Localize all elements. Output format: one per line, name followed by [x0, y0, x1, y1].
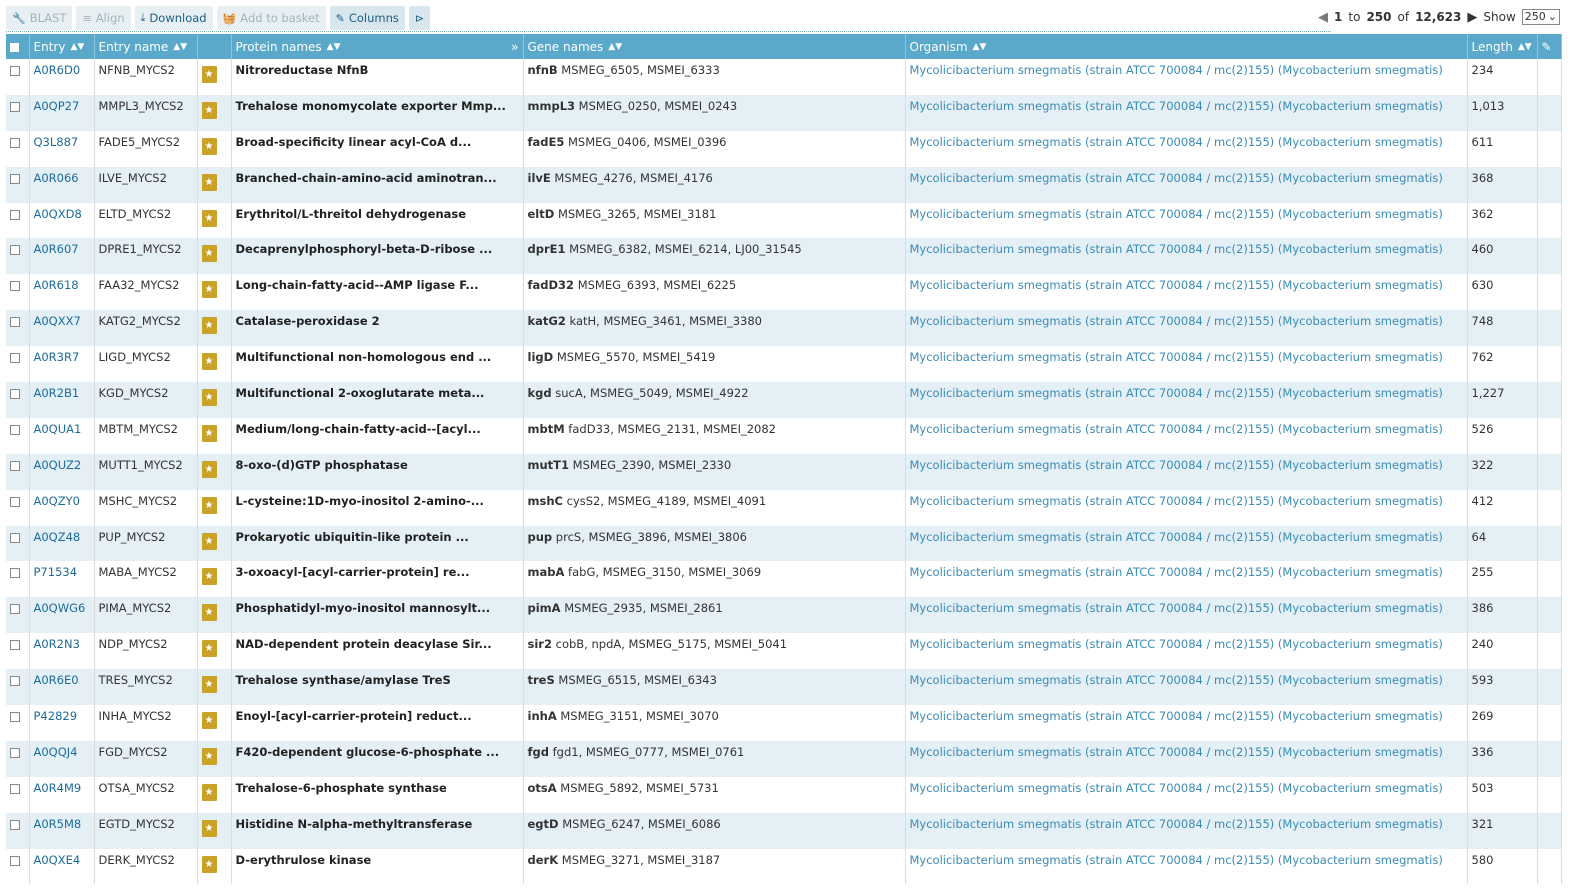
protein-name: Erythritol/L-threitol dehydrogenase: [231, 203, 523, 239]
row-checkbox[interactable]: [6, 741, 29, 777]
next-page-icon[interactable]: ▶: [1467, 9, 1478, 25]
table-row[interactable]: [6, 813, 1561, 849]
row-checkbox[interactable]: [6, 167, 29, 203]
column-header-entry-name[interactable]: Entry name ▲▼: [94, 34, 197, 59]
blast-button[interactable]: 🔧 BLAST: [6, 6, 72, 30]
table-row[interactable]: [6, 490, 1561, 526]
results-table: [6, 34, 1562, 884]
row-checkbox[interactable]: [6, 597, 29, 633]
entry-name: INHA_MYCS2: [94, 705, 197, 741]
share-icon: ⊳: [414, 11, 425, 25]
gene-names: kgd sucA, MSMEG_5049, MSMEI_4922: [523, 382, 905, 418]
table-row[interactable]: [6, 454, 1561, 490]
row-end-cell: [1537, 310, 1561, 346]
organism-link[interactable]: Mycolicibacterium smegmatis (strain ATCC 700084 / mc(2)155) (Mycobacterium smegmatis): [909, 63, 1443, 77]
gene-names: inhA MSMEG_3151, MSMEI_3070: [523, 705, 905, 741]
organism-link[interactable]: Mycolicibacterium smegmatis (strain ATCC 700084 / mc(2)155) (Mycobacterium smegmatis): [909, 744, 1443, 759]
row-checkbox[interactable]: [6, 633, 29, 669]
gene-names: katG2 katH, MSMEG_3461, MSMEI_3380: [523, 310, 905, 346]
table-header-row: [6, 34, 1561, 59]
gene-names: treS MSMEG_6515, MSMEI_6343: [523, 669, 905, 705]
protein-name: NAD-dependent protein deacylase Sir...: [231, 633, 523, 669]
reviewed-star-icon: ★: [202, 210, 217, 227]
row-checkbox[interactable]: [6, 131, 29, 167]
entry-link[interactable]: A0QXE4: [33, 852, 81, 867]
sort-icon[interactable]: ▲▼: [972, 42, 987, 52]
gene-names: dprE1 MSMEG_6382, MSMEI_6214, LJ00_31545: [523, 238, 905, 274]
row-checkbox[interactable]: [6, 669, 29, 705]
gene-names: fadD32 MSMEG_6393, MSMEI_6225: [523, 274, 905, 310]
organism-link[interactable]: Mycolicibacterium smegmatis (strain ATCC 700084 / mc(2)155) (Mycobacterium smegmatis): [909, 529, 1443, 544]
gene-names: otsA MSMEG_5892, MSMEI_5731: [523, 777, 905, 813]
organism-link[interactable]: Mycolicibacterium smegmatis (strain ATCC 700084 / mc(2)155) (Mycobacterium smegmatis): [909, 637, 1443, 652]
protein-name: Trehalose monomycolate exporter Mmp...: [231, 95, 523, 131]
row-checkbox[interactable]: [6, 705, 29, 741]
reviewed-star-icon: ★: [202, 138, 217, 155]
length-value: 503: [1467, 777, 1537, 813]
row-checkbox[interactable]: [6, 454, 29, 490]
length-value: 526: [1467, 418, 1537, 454]
gene-names: pup prcS, MSMEG_3896, MSMEI_3806: [523, 526, 905, 562]
gene-names: fadE5 MSMEG_0406, MSMEI_0396: [523, 131, 905, 167]
protein-name: Broad-specificity linear acyl-CoA d...: [231, 131, 523, 167]
entry-name: DPRE1_MYCS2: [94, 238, 197, 274]
gene-names: mbtM fadD33, MSMEG_2131, MSMEI_2082: [523, 418, 905, 454]
row-end-cell: [1537, 131, 1561, 167]
length-value: 336: [1467, 741, 1537, 777]
reviewed-star-icon: ★: [202, 353, 217, 370]
row-checkbox[interactable]: [6, 95, 29, 131]
length-value: 255: [1467, 561, 1537, 597]
entry-name: ELTD_MYCS2: [94, 203, 197, 239]
row-end-cell: [1537, 705, 1561, 741]
sort-icon[interactable]: ▲▼: [70, 42, 85, 52]
reviewed-star-icon: ★: [202, 174, 217, 191]
table-row[interactable]: [6, 95, 1561, 131]
organism-link[interactable]: Mycolicibacterium smegmatis (strain ATCC 700084 / mc(2)155) (Mycobacterium smegmatis): [909, 673, 1443, 688]
download-button[interactable]: ⤓ Download: [135, 6, 213, 30]
table-row[interactable]: [6, 274, 1561, 310]
reviewed-star-icon: ★: [202, 102, 217, 119]
reviewed-star-icon: ★: [202, 533, 217, 550]
entry-link[interactable]: A0QXD8: [33, 206, 82, 221]
sort-icon[interactable]: ▲▼: [173, 42, 188, 52]
protein-name: Long-chain-fatty-acid--AMP ligase F...: [231, 274, 523, 310]
row-end-cell: [1537, 777, 1561, 813]
row-end-cell: [1537, 849, 1561, 885]
blast-icon: 🔧: [12, 11, 26, 25]
entry-link[interactable]: A0R6E0: [33, 673, 79, 688]
row-end-cell: [1537, 95, 1561, 131]
protein-name: L-cysteine:1D-myo-inositol 2-amino-...: [231, 490, 523, 526]
entry-name: LIGD_MYCS2: [94, 346, 197, 382]
row-checkbox[interactable]: [6, 526, 29, 562]
table-row[interactable]: [6, 203, 1561, 239]
reviewed-star-icon: ★: [202, 748, 217, 765]
table-row[interactable]: [6, 167, 1561, 203]
organism-link[interactable]: Mycolicibacterium smegmatis (strain ATCC 700084 / mc(2)155) (Mycobacterium smegmatis): [909, 852, 1443, 867]
entry-link[interactable]: A0R066: [33, 170, 79, 185]
reviewed-star-icon: ★: [202, 461, 217, 478]
gene-names: egtD MSMEG_6247, MSMEI_6086: [523, 813, 905, 849]
gene-names: derK MSMEG_3271, MSMEI_3187: [523, 849, 905, 885]
row-end-cell: [1537, 382, 1561, 418]
length-value: 362: [1467, 203, 1537, 239]
entry-name: MSHC_MYCS2: [94, 490, 197, 526]
total-count: 12,623: [1415, 10, 1462, 24]
entry-link[interactable]: A0QP27: [33, 98, 80, 113]
column-header-protein-names[interactable]: Protein names ▲▼ »: [231, 34, 523, 59]
entry-link[interactable]: A0QUA1: [33, 421, 82, 436]
reviewed-star-icon: ★: [202, 820, 217, 837]
entry-name: KGD_MYCS2: [94, 382, 197, 418]
range-to: 250: [1366, 10, 1392, 24]
divider: [6, 31, 1331, 32]
table-row[interactable]: [6, 633, 1561, 669]
table-row[interactable]: [6, 59, 1561, 95]
entry-link[interactable]: A0R4M9: [33, 780, 82, 795]
protein-name: Histidine N-alpha-methyltransferase: [231, 813, 523, 849]
entry-link[interactable]: A0R2B1: [33, 386, 80, 401]
organism-link[interactable]: Mycolicibacterium smegmatis (strain ATCC 700084 / mc(2)155) (Mycobacterium smegmatis): [909, 601, 1443, 616]
gene-names: eltD MSMEG_3265, MSMEI_3181: [523, 203, 905, 239]
entry-link[interactable]: Q3L887: [33, 134, 79, 149]
row-checkbox[interactable]: [6, 490, 29, 526]
show-label: Show: [1483, 10, 1516, 24]
protein-name: Decaprenylphosphoryl-beta-D-ribose ...: [231, 238, 523, 274]
reviewed-star-icon: ★: [202, 66, 217, 83]
row-end-cell: [1537, 203, 1561, 239]
length-value: 321: [1467, 813, 1537, 849]
protein-name: Trehalose synthase/amylase TreS: [231, 669, 523, 705]
organism-link[interactable]: Mycolicibacterium smegmatis (strain ATCC 700084 / mc(2)155) (Mycobacterium smegmatis): [909, 350, 1443, 365]
protein-name: Prokaryotic ubiquitin-like protein ...: [231, 526, 523, 562]
reviewed-star-icon: ★: [202, 568, 217, 585]
table-row[interactable]: [6, 777, 1561, 813]
entry-name: MMPL3_MYCS2: [94, 95, 197, 131]
entry-link[interactable]: A0QXX7: [33, 314, 81, 329]
pagination: [1318, 6, 1560, 28]
entry-name: TRES_MYCS2: [94, 669, 197, 705]
protein-name: Trehalose-6-phosphate synthase: [231, 777, 523, 813]
table-row[interactable]: [6, 849, 1561, 885]
length-value: 1,013: [1467, 95, 1537, 131]
organism-link[interactable]: Mycolicibacterium smegmatis (strain ATCC 700084 / mc(2)155) (Mycobacterium smegmatis): [909, 457, 1443, 472]
row-end-cell: [1537, 526, 1561, 562]
reviewed-star-icon: ★: [202, 712, 217, 729]
entry-name: OTSA_MYCS2: [94, 777, 197, 813]
table-row[interactable]: [6, 346, 1561, 382]
protein-name: 8-oxo-(d)GTP phosphatase: [231, 454, 523, 490]
reviewed-star-icon: ★: [202, 640, 217, 657]
entry-link[interactable]: P42829: [33, 709, 78, 724]
gene-names: sir2 cobB, npdA, MSMEG_5175, MSMEI_5041: [523, 633, 905, 669]
range-of-label: of: [1397, 10, 1410, 24]
range-from: 1: [1334, 10, 1343, 24]
row-checkbox[interactable]: [6, 561, 29, 597]
row-checkbox[interactable]: [6, 274, 29, 310]
length-value: 386: [1467, 597, 1537, 633]
entry-name: PIMA_MYCS2: [94, 597, 197, 633]
row-end-cell: [1537, 418, 1561, 454]
gene-names: nfnB MSMEG_6505, MSMEI_6333: [523, 59, 905, 95]
column-header-organism[interactable]: Organism ▲▼: [905, 34, 1467, 59]
row-end-cell: [1537, 454, 1561, 490]
length-value: 1,227: [1467, 382, 1537, 418]
gene-names: mshC cysS2, MSMEG_4189, MSMEI_4091: [523, 490, 905, 526]
entry-name: FAA32_MYCS2: [94, 274, 197, 310]
table-row[interactable]: [6, 310, 1561, 346]
row-checkbox[interactable]: [6, 813, 29, 849]
gene-names: mutT1 MSMEG_2390, MSMEI_2330: [523, 454, 905, 490]
protein-name: D-erythrulose kinase: [231, 849, 523, 885]
toolbar: [6, 6, 430, 30]
entry-link[interactable]: P71534: [33, 565, 78, 580]
entry-name: EGTD_MYCS2: [94, 813, 197, 849]
columns-button[interactable]: ✎ Columns: [330, 6, 405, 30]
row-end-cell: [1537, 490, 1561, 526]
row-end-cell: [1537, 561, 1561, 597]
range-to-label: to: [1348, 10, 1361, 24]
organism-link[interactable]: Mycolicibacterium smegmatis (strain ATCC 700084 / mc(2)155) (Mycobacterium smegmatis): [909, 493, 1443, 508]
protein-name: Multifunctional non-homologous end ...: [231, 346, 523, 382]
table-row[interactable]: [6, 131, 1561, 167]
length-value: 322: [1467, 454, 1537, 490]
length-value: 368: [1467, 167, 1537, 203]
row-checkbox[interactable]: [6, 346, 29, 382]
reviewed-star-icon: ★: [202, 245, 217, 262]
length-value: 593: [1467, 669, 1537, 705]
row-checkbox[interactable]: [6, 777, 29, 813]
column-header-gene-names[interactable]: Gene names ▲▼: [523, 34, 905, 59]
protein-name: Phosphatidyl-myo-inositol mannosylt...: [231, 597, 523, 633]
length-value: 460: [1467, 238, 1537, 274]
sort-icon[interactable]: ▲▼: [326, 42, 341, 52]
row-end-cell: [1537, 741, 1561, 777]
entry-name: FADE5_MYCS2: [94, 131, 197, 167]
reviewed-star-icon: ★: [202, 604, 217, 621]
length-value: 748: [1467, 310, 1537, 346]
organism-link[interactable]: Mycolicibacterium smegmatis (strain ATCC 700084 / mc(2)155) (Mycobacterium smegmatis): [909, 170, 1443, 185]
protein-name: Medium/long-chain-fatty-acid--[acyl...: [231, 418, 523, 454]
entry-link[interactable]: A0QZ48: [33, 529, 81, 544]
reviewed-star-icon: ★: [202, 281, 217, 298]
protein-name: Catalase-peroxidase 2: [231, 310, 523, 346]
row-end-cell: [1537, 59, 1561, 95]
organism-link[interactable]: Mycolicibacterium smegmatis (strain ATCC 700084 / mc(2)155) (Mycobacterium smegmatis): [909, 386, 1443, 401]
column-header-status: [197, 34, 231, 59]
sort-icon[interactable]: ▲▼: [608, 42, 623, 52]
gene-names: fgd fgd1, MSMEG_0777, MSMEI_0761: [523, 741, 905, 777]
reviewed-star-icon: ★: [202, 676, 217, 693]
expand-column-icon[interactable]: »: [511, 39, 519, 54]
entry-name: MBTM_MYCS2: [94, 418, 197, 454]
entry-link[interactable]: A0R3R7: [33, 350, 80, 365]
length-value: 630: [1467, 274, 1537, 310]
reviewed-star-icon: ★: [202, 497, 217, 514]
add-to-basket-button[interactable]: 🧺 Add to basket: [217, 6, 326, 30]
organism-link[interactable]: Mycolicibacterium smegmatis (strain ATCC 700084 / mc(2)155) (Mycobacterium smegmatis): [909, 421, 1443, 436]
organism-link[interactable]: Mycolicibacterium smegmatis (strain ATCC 700084 / mc(2)155) (Mycobacterium smegmatis): [909, 206, 1443, 221]
entry-name: FGD_MYCS2: [94, 741, 197, 777]
reviewed-star-icon: ★: [202, 389, 217, 406]
length-value: 611: [1467, 131, 1537, 167]
entry-name: DERK_MYCS2: [94, 849, 197, 885]
table-row[interactable]: [6, 418, 1561, 454]
row-checkbox[interactable]: [6, 59, 29, 95]
table-row[interactable]: [6, 561, 1561, 597]
protein-name: Enoyl-[acyl-carrier-protein] reduct...: [231, 705, 523, 741]
row-end-cell: [1537, 669, 1561, 705]
entry-link[interactable]: A0R5M8: [33, 816, 82, 831]
reviewed-star-icon: ★: [202, 317, 217, 334]
gene-names: mabA fabG, MSMEG_3150, MSMEI_3069: [523, 561, 905, 597]
gene-names: pimA MSMEG_2935, MSMEI_2861: [523, 597, 905, 633]
select-all-checkbox[interactable]: [6, 34, 29, 59]
length-value: 269: [1467, 705, 1537, 741]
entry-name: MUTT1_MYCS2: [94, 454, 197, 490]
table-row[interactable]: [6, 526, 1561, 562]
entry-name: NFNB_MYCS2: [94, 59, 197, 95]
row-checkbox[interactable]: [6, 310, 29, 346]
align-icon: ≡: [82, 11, 92, 25]
entry-link[interactable]: A0R2N3: [33, 637, 80, 652]
table-row[interactable]: [6, 597, 1561, 633]
organism-link[interactable]: Mycolicibacterium smegmatis (strain ATCC 700084 / mc(2)155) (Mycobacterium smegmatis): [909, 565, 1443, 580]
row-end-cell: [1537, 597, 1561, 633]
entry-link[interactable]: A0QQJ4: [33, 744, 78, 759]
share-button[interactable]: [409, 6, 430, 30]
entry-name: PUP_MYCS2: [94, 526, 197, 562]
entry-name: NDP_MYCS2: [94, 633, 197, 669]
protein-name: F420-dependent glucose-6-phosphate ...: [231, 741, 523, 777]
sort-icon[interactable]: ▲▼: [1517, 42, 1532, 52]
row-end-cell: [1537, 167, 1561, 203]
entry-link[interactable]: A0R607: [33, 242, 79, 257]
table-row[interactable]: [6, 705, 1561, 741]
length-value: 762: [1467, 346, 1537, 382]
table-row[interactable]: [6, 382, 1561, 418]
row-checkbox[interactable]: [6, 849, 29, 885]
entry-link[interactable]: A0QZY0: [33, 493, 80, 508]
organism-link[interactable]: Mycolicibacterium smegmatis (strain ATCC 700084 / mc(2)155) (Mycobacterium smegmatis): [909, 242, 1443, 257]
protein-name: Multifunctional 2-oxoglutarate meta...: [231, 382, 523, 418]
edit-columns-icon[interactable]: ✎: [1537, 34, 1561, 59]
organism-link[interactable]: Mycolicibacterium smegmatis (strain ATCC 700084 / mc(2)155) (Mycobacterium smegmatis): [909, 816, 1443, 831]
organism-link[interactable]: Mycolicibacterium smegmatis (strain ATCC 700084 / mc(2)155) (Mycobacterium smegmatis): [909, 314, 1443, 329]
entry-name: ILVE_MYCS2: [94, 167, 197, 203]
reviewed-star-icon: ★: [202, 425, 217, 442]
chevron-down-icon: ⌄: [1547, 10, 1557, 23]
organism-link[interactable]: Mycolicibacterium smegmatis (strain ATCC 700084 / mc(2)155) (Mycobacterium smegmatis): [909, 709, 1443, 724]
page-size-select[interactable]: 250 ⌄: [1522, 9, 1560, 25]
organism-link[interactable]: Mycolicibacterium smegmatis (strain ATCC 700084 / mc(2)155) (Mycobacterium smegmatis): [909, 780, 1443, 795]
entry-link[interactable]: A0QWG6: [33, 601, 86, 616]
length-value: 240: [1467, 633, 1537, 669]
pencil-icon: ✎: [335, 11, 345, 25]
gene-names: mmpL3 MSMEG_0250, MSMEI_0243: [523, 95, 905, 131]
basket-icon: 🧺: [222, 11, 237, 25]
table-row[interactable]: [6, 238, 1561, 274]
table-row[interactable]: [6, 669, 1561, 705]
gene-names: ilvE MSMEG_4276, MSMEI_4176: [523, 167, 905, 203]
entry-name: MABA_MYCS2: [94, 561, 197, 597]
organism-link[interactable]: Mycolicibacterium smegmatis (strain ATCC 700084 / mc(2)155) (Mycobacterium smegmatis): [909, 98, 1443, 113]
entry-name: KATG2_MYCS2: [94, 310, 197, 346]
organism-link[interactable]: Mycolicibacterium smegmatis (strain ATCC 700084 / mc(2)155) (Mycobacterium smegmatis): [909, 134, 1443, 149]
row-end-cell: [1537, 274, 1561, 310]
align-button[interactable]: ≡ Align: [76, 6, 130, 30]
row-checkbox[interactable]: [6, 238, 29, 274]
reviewed-star-icon: ★: [202, 784, 217, 801]
protein-name: 3-oxoacyl-[acyl-carrier-protein] re...: [231, 561, 523, 597]
column-header-entry[interactable]: Entry ▲▼: [29, 34, 94, 59]
entry-link[interactable]: A0QUZ2: [33, 457, 82, 472]
gene-names: ligD MSMEG_5570, MSMEI_5419: [523, 346, 905, 382]
table-row[interactable]: [6, 741, 1561, 777]
entry-link[interactable]: A0R618: [33, 278, 79, 293]
row-end-cell: [1537, 633, 1561, 669]
protein-name: Nitroreductase NfnB: [231, 59, 523, 95]
row-end-cell: [1537, 346, 1561, 382]
download-icon: ⤓: [140, 11, 146, 24]
length-value: 580: [1467, 849, 1537, 885]
row-checkbox[interactable]: [6, 418, 29, 454]
row-end-cell: [1537, 813, 1561, 849]
entry-link[interactable]: A0R6D0: [33, 63, 81, 77]
column-header-length[interactable]: Length ▲▼: [1467, 34, 1537, 59]
organism-link[interactable]: Mycolicibacterium smegmatis (strain ATCC 700084 / mc(2)155) (Mycobacterium smegmatis): [909, 278, 1443, 293]
length-value: 234: [1467, 59, 1537, 95]
previous-page-icon[interactable]: ◀: [1318, 9, 1329, 25]
row-checkbox[interactable]: [6, 382, 29, 418]
row-checkbox[interactable]: [6, 203, 29, 239]
length-value: 64: [1467, 526, 1537, 562]
protein-name: Branched-chain-amino-acid aminotran...: [231, 167, 523, 203]
row-end-cell: [1537, 238, 1561, 274]
length-value: 412: [1467, 490, 1537, 526]
reviewed-star-icon: ★: [202, 856, 217, 873]
